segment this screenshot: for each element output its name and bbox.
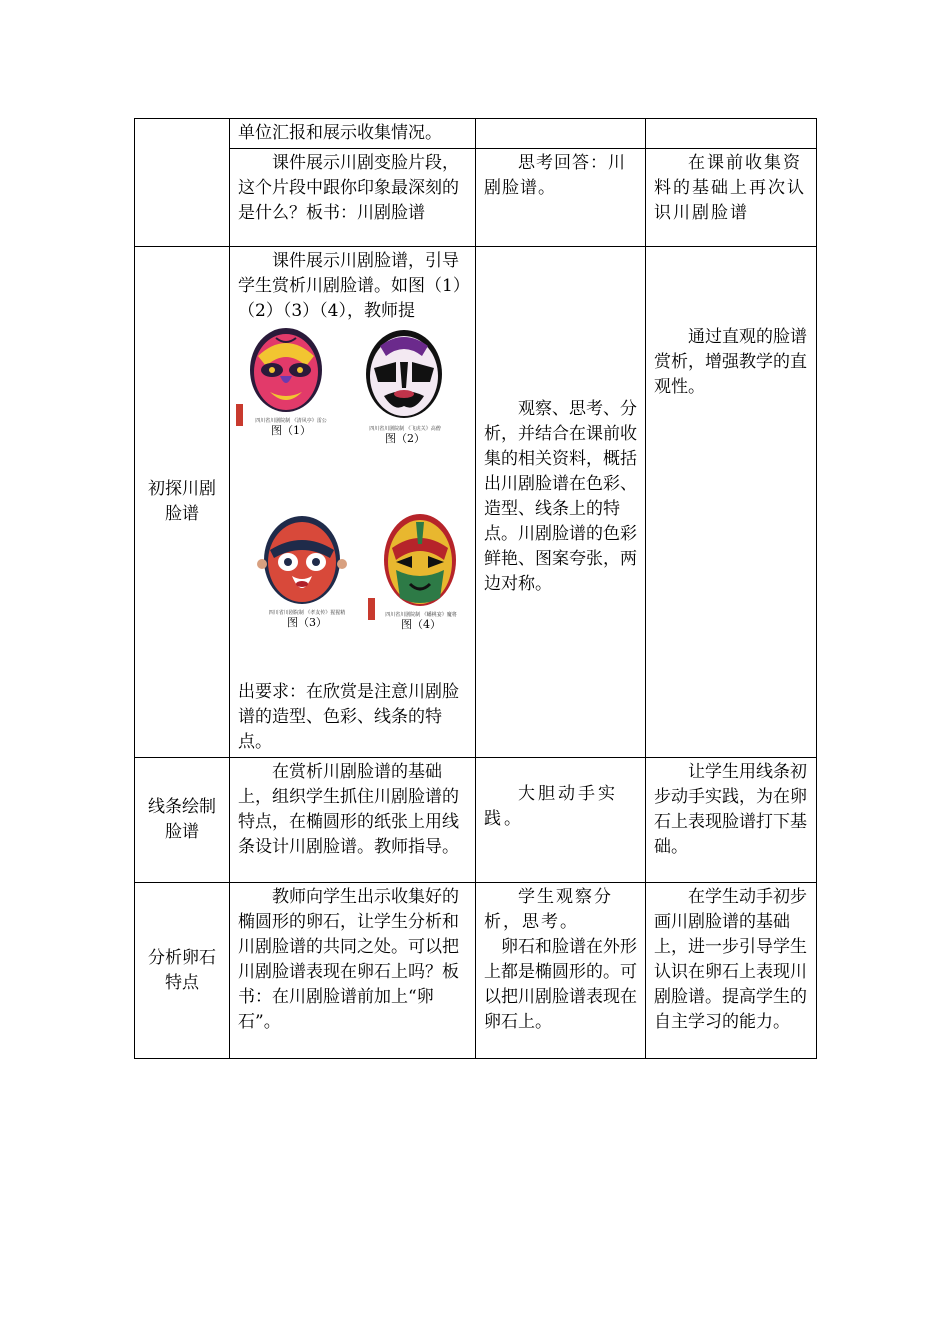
teacher-text: 教师向学生出示收集好的椭圆形的卵石，让学生分析和川剧脸谱的共同之处。可以把川剧脸谱表现在卵石上吗？板书：在川剧脸谱前加上“卵石”。 bbox=[238, 887, 459, 1032]
intent-text: 在课前收集资料的基础上再次认识川剧脸谱 bbox=[654, 153, 806, 223]
figure-caption: 图（4） bbox=[401, 618, 441, 631]
seal-mark bbox=[236, 404, 243, 426]
stage-cell bbox=[135, 247, 230, 758]
teacher-intro-text: 课件展示川剧脸谱，引导学生赏析川剧脸谱。如图（1）（2）（3）（4），教师提 bbox=[238, 251, 462, 321]
intent-cell bbox=[646, 883, 817, 1059]
mask-figure-3 bbox=[252, 510, 362, 629]
stage-label: 初探川剧脸谱 bbox=[148, 479, 216, 524]
teacher-cell bbox=[230, 149, 476, 247]
intent-text: 通过直观的脸谱赏析，增强教学的直观性。 bbox=[654, 327, 807, 397]
teacher-text: 单位汇报和展示收集情况。 bbox=[238, 123, 442, 143]
student-text: 思考回答：川剧脸谱。 bbox=[484, 153, 626, 198]
opera-mask-2-image bbox=[350, 326, 454, 426]
student-cell bbox=[476, 883, 646, 1059]
mask-figures bbox=[234, 324, 469, 676]
opera-mask-1-image bbox=[236, 326, 336, 418]
table-row bbox=[135, 758, 817, 883]
figure-small-text: 四川省川剧院制 《蟠桃宴》魔将 bbox=[385, 612, 457, 618]
teacher-cell bbox=[230, 883, 476, 1059]
figure-caption: 图（3） bbox=[287, 616, 327, 629]
table-row bbox=[135, 247, 817, 758]
figure-small-text: 四川省川剧院制 《清风亭》雷公 bbox=[255, 418, 327, 424]
student-text: 观察、思考、分析，并结合在课前收集的相关资料，概括出川剧脸谱在色彩、造型、线条上的特点。川剧脸谱的色彩鲜艳、图案夸张，两边对称。 bbox=[484, 399, 637, 594]
opera-mask-4-image bbox=[366, 508, 466, 612]
intent-cell bbox=[646, 149, 817, 247]
mask-figure-2 bbox=[350, 326, 460, 445]
mask-figure-4 bbox=[366, 508, 476, 631]
intent-cell bbox=[646, 758, 817, 883]
figure-small-text: 四川省川剧院制 《飞虎关》高僧 bbox=[369, 426, 441, 432]
intent-text: 让学生用线条初步动手实践，为在卵石上表现脸谱打下基础。 bbox=[654, 762, 807, 857]
teacher-cell bbox=[230, 119, 476, 149]
stage-cell bbox=[135, 883, 230, 1059]
figure-caption: 图（1） bbox=[271, 424, 311, 437]
teacher-outro-text: 出要求：在欣赏是注意川剧脸谱的造型、色彩、线条的特点。 bbox=[238, 682, 459, 752]
figure-caption: 图（2） bbox=[385, 432, 425, 445]
teacher-text: 课件展示川剧变脸片段，这个片段中跟你印象最深刻的是什么？板书：川剧脸谱 bbox=[238, 153, 459, 223]
seal-mark bbox=[368, 598, 375, 620]
student-text: 大胆动手实践。 bbox=[484, 784, 618, 829]
figure-small-text: 四川省川剧院制 《孝友传》猩猩精 bbox=[268, 610, 346, 616]
stage-cell bbox=[135, 758, 230, 883]
lesson-plan-table bbox=[134, 118, 817, 1059]
stage-label: 分析卵石特点 bbox=[148, 947, 216, 993]
table-row bbox=[135, 149, 817, 247]
intent-cell bbox=[646, 247, 817, 758]
mask-figure-1 bbox=[236, 326, 346, 437]
intent-text: 在学生动手初步画川剧脸谱的基础上，进一步引导学生认识在卵石上表现川剧脸谱。提高学生的自主学习的能力。 bbox=[654, 887, 807, 1032]
stage-cell bbox=[135, 119, 230, 247]
student-cell bbox=[476, 149, 646, 247]
teacher-cell bbox=[230, 247, 476, 758]
student-text-a: 学生观察分析，思考。 bbox=[484, 887, 613, 932]
teacher-cell bbox=[230, 758, 476, 883]
teacher-text: 在赏析川剧脸谱的基础上，组织学生抓住川剧脸谱的特点，在椭圆形的纸张上用线条设计川剧脸谱。教师指导。 bbox=[238, 762, 459, 857]
stage-label: 线条绘制脸谱 bbox=[148, 797, 216, 842]
student-cell bbox=[476, 758, 646, 883]
student-cell bbox=[476, 247, 646, 758]
intent-cell bbox=[646, 119, 817, 149]
student-text-b: 卵石和脸谱在外形上都是椭圆形的。可以把川剧脸谱表现在卵石上。 bbox=[484, 937, 637, 1032]
table-row bbox=[135, 883, 817, 1059]
student-cell bbox=[476, 119, 646, 149]
opera-mask-3-image bbox=[252, 510, 352, 610]
table-row bbox=[135, 119, 817, 149]
